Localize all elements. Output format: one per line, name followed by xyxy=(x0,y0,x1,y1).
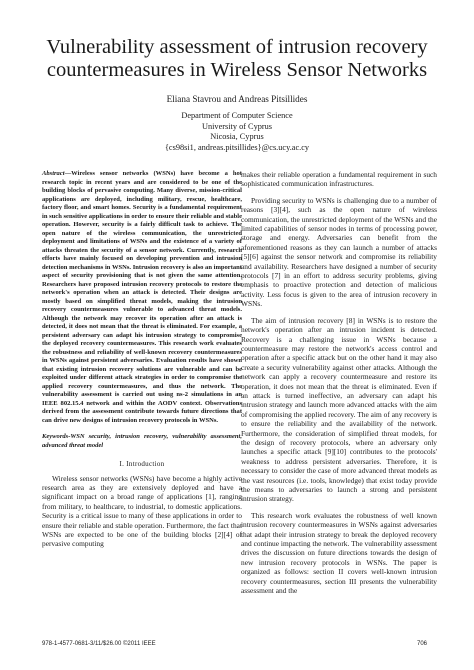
left-column xyxy=(42,170,242,549)
affiliation-university: University of Cyprus xyxy=(201,121,273,131)
page-number: 706 xyxy=(417,641,428,647)
right-column xyxy=(241,170,437,595)
right-paragraph-0: makes their reliable operation a fundamental requirement in such sophisticated communication infrastructures. xyxy=(241,170,437,189)
abstract-label: Abstract xyxy=(42,170,65,177)
right-paragraph-1: Providing security to WSNs is challenging due to a number of reasons [3][4], such as the open nature of wireless communication, the unrestricted deployment of the WSNs and the limited capabilities of sensor nodes in terms of processing power, storage and energy. Adversaries can benefit from the aforementioned reasons as they can launch a number of attacks [5][6] against the sensor network and compromise its reliability and availability. Researchers have designed a number of security protocols [7] in an effort to address security problems, giving emphasis to proactive protection and detection of malicious activity. Less focus is given to the area of intrusion recovery in WSNs. xyxy=(241,195,437,309)
abstract-text: —Wireless sensor networks (WSNs) have become a hot research topic in recent years and are considered to be one of the building blocks of pervasive computing. Many diverse, mission-critical applications are deployed, including military, rescue, healthcare, factory floor, and smart homes. Security is a fundamental requirement in such sensitive applications in order to ensure their reliable and stable operation. However, security is a fairly difficult task to achieve. The open nature of the wireless communication, the unrestricted deployment and limitations of WSNs and the existence of a variety of attacks threaten the security of a sensor network. Currently, research efforts have mainly focused on developing prevention and intrusion detection mechanisms in WSNs. Intrusion recovery is also an important aspect of security provisioning that is not given the same attention. Researchers have proposed intrusion recovery protocols to restore the network's operation when an attack is detected. Their designs are mostly based on simplified threat models, making the intrusion recovery countermeasures vulnerable to advanced threat models. Although the network may recover its operation after an attack is detected, it does not mean that the threat is eliminated. For example, a persistent adversary can adapt his intrusion strategy to compromise the deployed recovery countermeasures. This research work evaluates the robustness and reliability of well-known recovery countermeasures in WSNs against persistent adversaries. Evaluation results have shown that existing intrusion recovery solutions are vulnerable and can be exploited under different attack strategies in order to compromise the applied recovery countermeasures, and thus the network. The vulnerability assessment is carried out using ns-2 simulations in an IEEE 802.15.4 network and within the AODV context. Observations derived from the assessment contribute towards future directions that can drive new designs of intrusion recovery protocols in WSNs. xyxy=(42,170,242,424)
intro-paragraph-1: Wireless sensor networks (WSNs) have become a highly active research area as they are extensively deployed and have a significant impact on a broad range of applications [1], ranging from military, to healthcare, to industrial, to domestic applications. Security is a critical issue to many of these applications in order to ensure their reliable and stable operation. Furthermore, the fact that WSNs are expected to be one of the building blocks [2][4] of pervasive computing xyxy=(42,473,242,549)
paper-title xyxy=(20,36,454,82)
affiliation-department: Department of Computer Science xyxy=(181,111,293,120)
section-heading-introduction: I. Introduction xyxy=(119,460,165,468)
keywords: Keywords-WSN security, intrusion recovery, vulnerability assessment, advanced threat model xyxy=(42,433,242,449)
abstract xyxy=(42,170,242,425)
title-line-1: Vulnerability assessment of intrusion recovery xyxy=(46,36,428,58)
affiliation-city: Nicosia, Cyprus xyxy=(210,132,264,142)
affiliation xyxy=(20,111,454,153)
right-paragraph-3: This research work evaluates the robustness of well known intrusion recovery countermeasures in WSNs against adversaries that adapt their intrusion strategy to break the deployed recovery and continue impacting the network. The vulnerability assessment drives the discussion on future directions towards the design of new intrusion recovery protocols in WSNs. The paper is organized as follows: section II covers well-known intrusion recovery countermeasures, section III presents the vulnerability assessment and the xyxy=(241,510,437,596)
affiliation-email: {cs98si1, andreas.pitsillides}@cs.ucy.ac.cy xyxy=(164,142,310,152)
footer-copyright: 978-1-4577-0681-3/11/$26.00 ©2011 IEEE xyxy=(42,641,156,647)
right-paragraph-2: The aim of intrusion recovery [8] in WSNs is to restore the network's operation after an intrusion incident is detected. Recovery is a challenging issue in WSNs because a countermeasure may restore the network's access control and operation after a specific attack but on the other hand it may also create a security vulnerability against other attacks. Although the network can apply a recovery countermeasure and restore its operation, it does not mean that the threat is eliminated. Even if an attack is turned ineffective, an adversary can adapt his intrusion strategy and launch more advanced attacks with the aim of compromising the applied recovery. The aim of any recovery is to ensure the reliability and the availability of the network. Furthermore, the consideration of simplified threat models, for the design of recovery protocols, where an adversary only launches a specific attack [9][10] contributes to the protocols' weakness to address persistent adversaries. Therefore, it is necessary to consider the case of more advanced threat models as the vast resources (i.e. tools, knowledge) that exist today provide the means to adversaries to launch a strong and persistent intrusion strategy. xyxy=(241,315,437,504)
authors: Eliana Stavrou and Andreas Pitsillides xyxy=(166,94,308,104)
title-line-2: countermeasures in Wireless Sensor Networks xyxy=(46,59,428,81)
